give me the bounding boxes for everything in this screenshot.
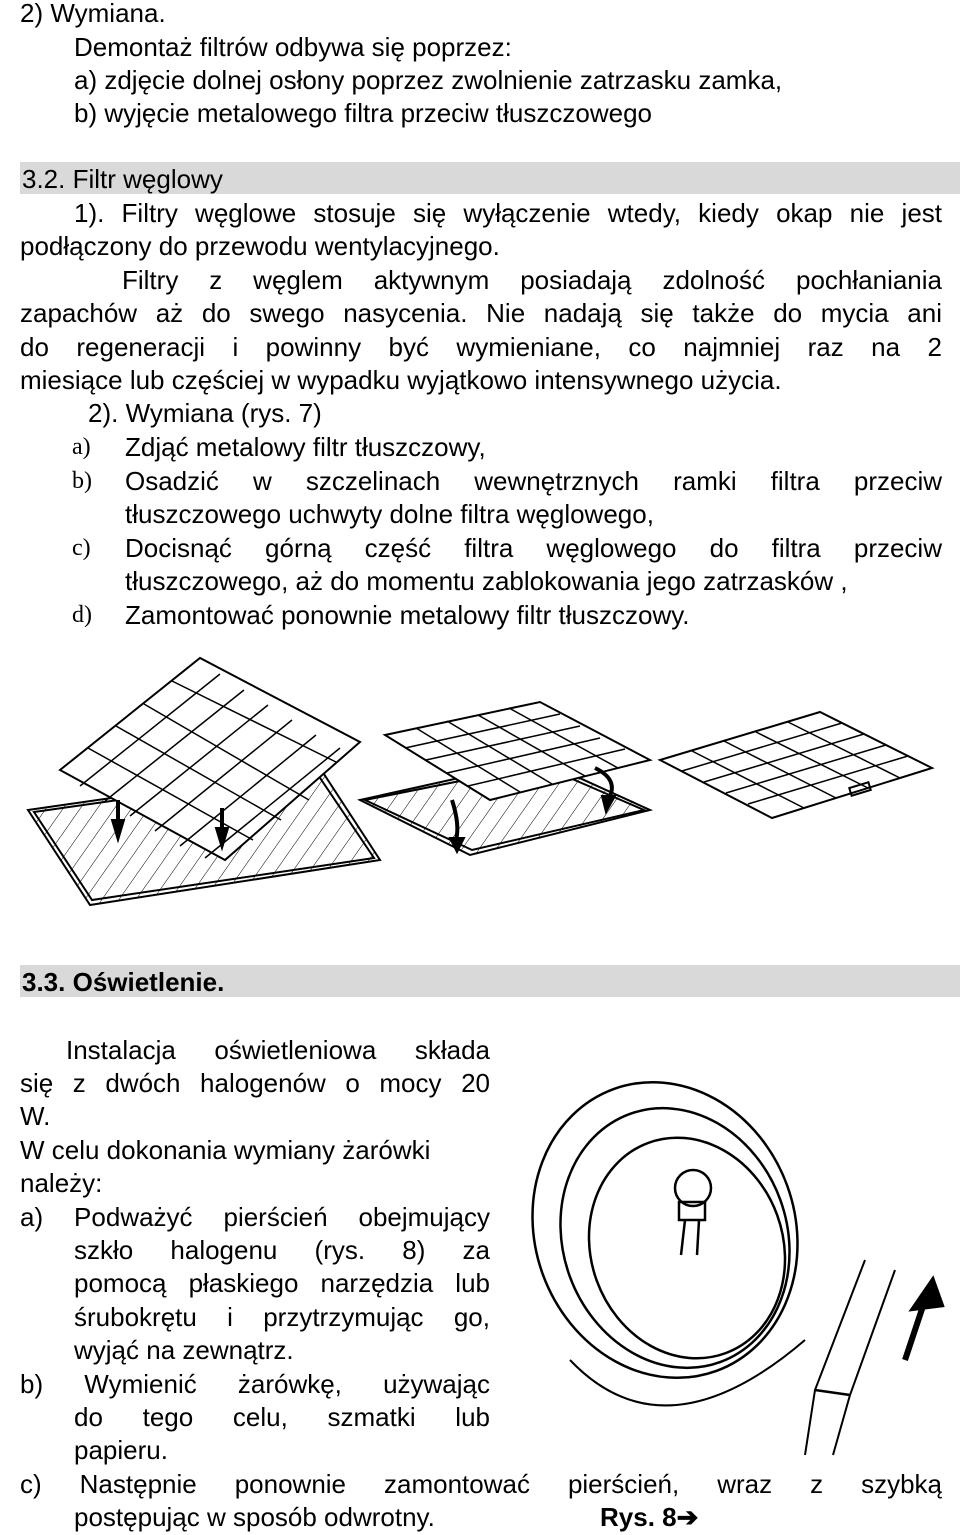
- list-label: b): [72, 468, 92, 494]
- list-item-continued: tłuszczowego, aż do momentu zablokowania jego zatrzasków ,: [125, 566, 848, 596]
- list-label: c): [72, 535, 91, 561]
- paragraph-line: W celu dokonania wymiany żarówki: [20, 1135, 431, 1165]
- paragraph-line: Instalacja oświetleniowa składa: [66, 1035, 490, 1065]
- list-item-continued: papieru.: [74, 1435, 168, 1465]
- paragraph-line: zapachów aż do swego nasycenia. Nie nadają się także do mycia ani: [20, 298, 942, 328]
- paragraph-line: należy:: [20, 1168, 103, 1198]
- section-heading-oswietlenie: 3.3. Oświetlenie.: [22, 967, 225, 997]
- list-item: c) Następnie ponownie zamontować pierścień, wraz z szybką: [20, 1469, 942, 1499]
- list-item: Osadzić w szczelinach wewnętrznych ramki filtra przeciw: [125, 466, 942, 496]
- paragraph-line: W.: [20, 1101, 51, 1131]
- paragraph-line: podłączony do przewodu wentylacyjnego.: [20, 231, 500, 261]
- list-item-continued: do tego celu, szmatki lub: [74, 1402, 490, 1432]
- list-item: Docisnąć górną część filtra węglowego do filtra przeciw: [125, 533, 942, 563]
- section-heading-filtr-weglowy: 3.2. Filtr węglowy: [22, 164, 223, 194]
- list-item-continued: śrubokrętu i przytrzymując go,: [74, 1302, 490, 1332]
- list-item-continued: wyjąć na zewnątrz.: [74, 1335, 294, 1365]
- list-item: b) Wymienić żarówkę, używając: [20, 1369, 490, 1399]
- sub-heading: 2). Wymiana (rys. 7): [88, 398, 322, 428]
- halogen-ring-illustration: [515, 1060, 955, 1470]
- paragraph-line: się z dwóch halogenów o mocy 20: [20, 1068, 490, 1098]
- list-item: b) wyjęcie metalowego filtra przeciw tłuszczowego: [74, 98, 653, 128]
- paragraph-line: miesiące lub częściej w wypadku wyjątkowo intensywnego użycia.: [20, 365, 782, 395]
- paragraph-line: 1). Filtry węglowe stosuje się wyłączenie wtedy, kiedy okap nie jest: [74, 198, 942, 228]
- arrow-right-icon: ➔: [676, 1502, 699, 1532]
- list-label: d): [72, 602, 92, 628]
- paragraph-line: Filtry z węglem aktywnym posiadają zdolność pochłaniania: [122, 265, 942, 295]
- list-item-continued: szkło halogenu (rys. 8) za: [74, 1235, 490, 1265]
- list-item: a) zdjęcie dolnej osłony poprzez zwolnienie zatrzasku zamka,: [74, 65, 783, 95]
- list-item-continued: pomocą płaskiego narzędzia lub: [74, 1268, 490, 1298]
- paragraph-text: Demontaż filtrów odbywa się poprzez:: [74, 32, 512, 62]
- carbon-filter-illustration: [20, 650, 950, 910]
- figure-label: Rys. 8➔: [600, 1502, 699, 1532]
- list-item-continued: tłuszczowego uchwyty dolne filtra węglowego,: [125, 499, 654, 529]
- list-item: a) Podważyć pierścień obejmujący: [20, 1202, 490, 1232]
- section-heading-wymiana: 2) Wymiana.: [20, 0, 166, 28]
- list-item: Zamontować ponownie metalowy filtr tłuszczowy.: [125, 600, 690, 630]
- paragraph-line: do regeneracji i powinny być wymieniane, co najmniej raz na 2: [20, 332, 942, 362]
- list-item-continued: postępując w sposób odwrotny.: [74, 1502, 435, 1532]
- list-label: a): [72, 434, 91, 460]
- list-item: Zdjąć metalowy filtr tłuszczowy,: [125, 432, 486, 462]
